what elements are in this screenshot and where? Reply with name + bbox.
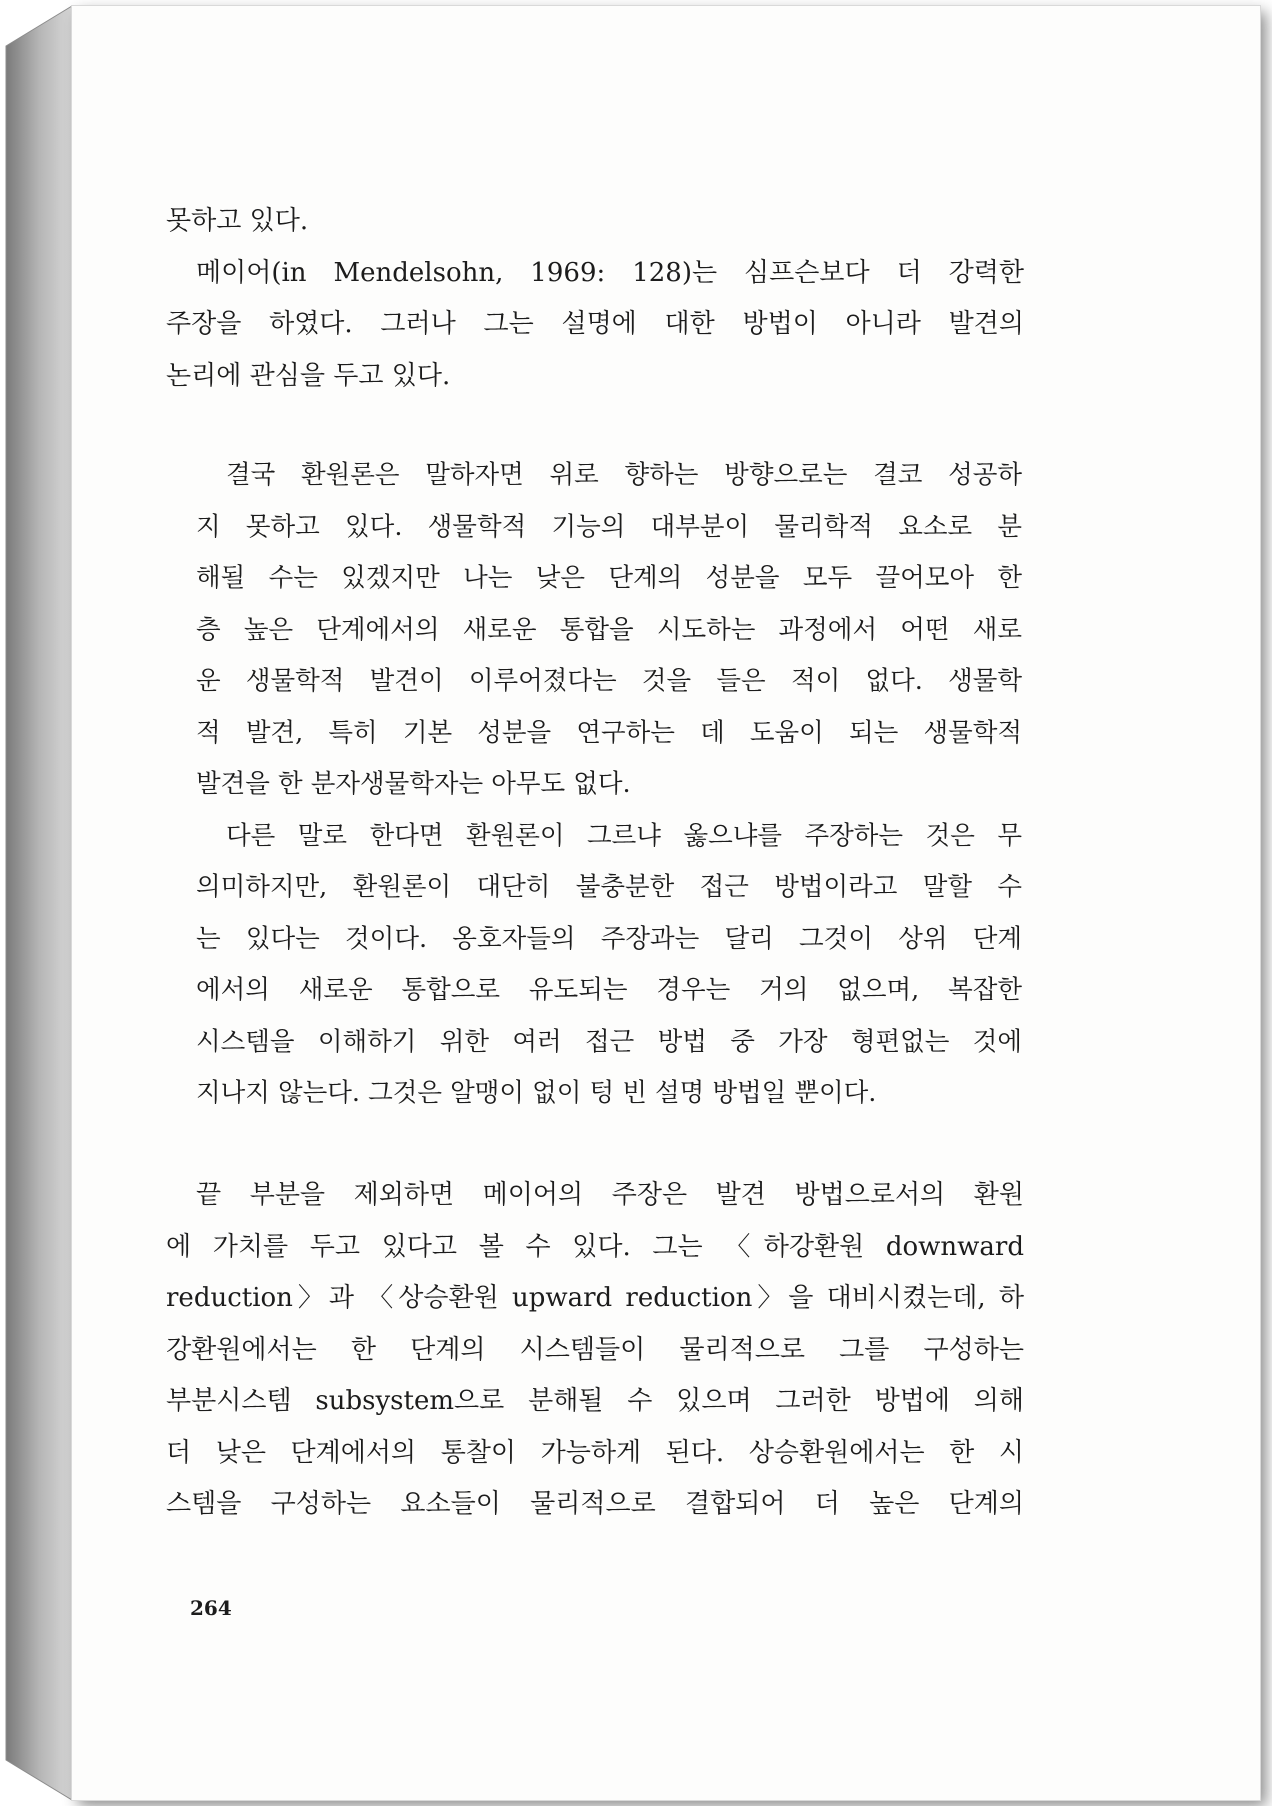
quote-line: 에서의 새로운 통합으로 유도되는 경우는 거의 없으며, 복잡한 bbox=[196, 975, 1022, 1005]
text-line: 더 낮은 단계에서의 통찰이 가능하게 된다. 상승환원에서는 한 시 bbox=[166, 1437, 1024, 1468]
text-line: 논리에 관심을 두고 있다. bbox=[166, 360, 451, 391]
text-line: 주장을 하였다. 그러나 그는 설명에 대한 방법이 아니라 발견의 bbox=[166, 309, 1024, 339]
quote-line: 발견을 한 분자생물학자는 아무도 없다. bbox=[196, 769, 631, 799]
quote-line: 지나지 않는다. 그것은 알맹이 없이 텅 빈 설명 방법일 뿐이다. bbox=[196, 1078, 877, 1108]
text-line: 메이어(in Mendelsohn, 1969: 128)는 심프슨보다 더 강력한 bbox=[196, 257, 1024, 288]
quote-line: 는 있다는 것이다. 옹호자들의 주장과는 달리 그것이 상위 단계 bbox=[196, 923, 1022, 954]
quote-line: 지 못하고 있다. 생물학적 기능의 대부분이 물리학적 요소로 분 bbox=[196, 511, 1022, 542]
quote-line: 결국 환원론은 말하자면 위로 향하는 방향으로는 결코 성공하 bbox=[226, 460, 1022, 490]
intro-paragraph bbox=[166, 196, 1024, 402]
quote-line: 다른 말로 한다면 환원론이 그르냐 옳으냐를 주장하는 것은 무 bbox=[226, 820, 1022, 851]
text-line: 스템을 구성하는 요소들이 물리적으로 결합되어 더 높은 단계의 bbox=[166, 1489, 1024, 1519]
text-line: 부분시스템 subsystem으로 분해될 수 있으며 그러한 방법에 의해 bbox=[166, 1386, 1024, 1416]
page-number: 264 bbox=[190, 1596, 232, 1620]
text-line: 강환원에서는 한 단계의 시스템들이 물리적으로 그를 구성하는 bbox=[166, 1334, 1024, 1365]
text-line: 에 가치를 두고 있다고 볼 수 있다. 그는 〈하강환원 downward bbox=[166, 1231, 1024, 1262]
quote-line: 시스템을 이해하기 위한 여러 접근 방법 중 가장 형편없는 것에 bbox=[196, 1026, 1022, 1057]
text-line: 끝 부분을 제외하면 메이어의 주장은 발견 방법으로서의 환원 bbox=[196, 1180, 1024, 1210]
quote-line: 운 생물학적 발견이 이루어졌다는 것을 들은 적이 없다. 생물학 bbox=[196, 666, 1022, 696]
block-quote bbox=[196, 450, 1022, 1120]
text-line: reduction〉과 〈상승환원 upward reduction〉을 대비시켰는데, 하 bbox=[166, 1283, 1024, 1313]
quote-line: 적 발견, 특히 기본 성분을 연구하는 데 도움이 되는 생물학적 bbox=[196, 717, 1022, 748]
quote-line: 층 높은 단계에서의 새로운 통합을 시도하는 과정에서 어떤 새로 bbox=[196, 614, 1022, 645]
body-paragraph bbox=[166, 1170, 1024, 1531]
quote-line: 해될 수는 있겠지만 나는 낮은 단계의 성분을 모두 끌어모아 한 bbox=[196, 563, 1022, 593]
quote-line: 의미하지만, 환원론이 대단히 불충분한 접근 방법이라고 말할 수 bbox=[196, 872, 1022, 902]
text-line: 못하고 있다. bbox=[166, 206, 309, 236]
